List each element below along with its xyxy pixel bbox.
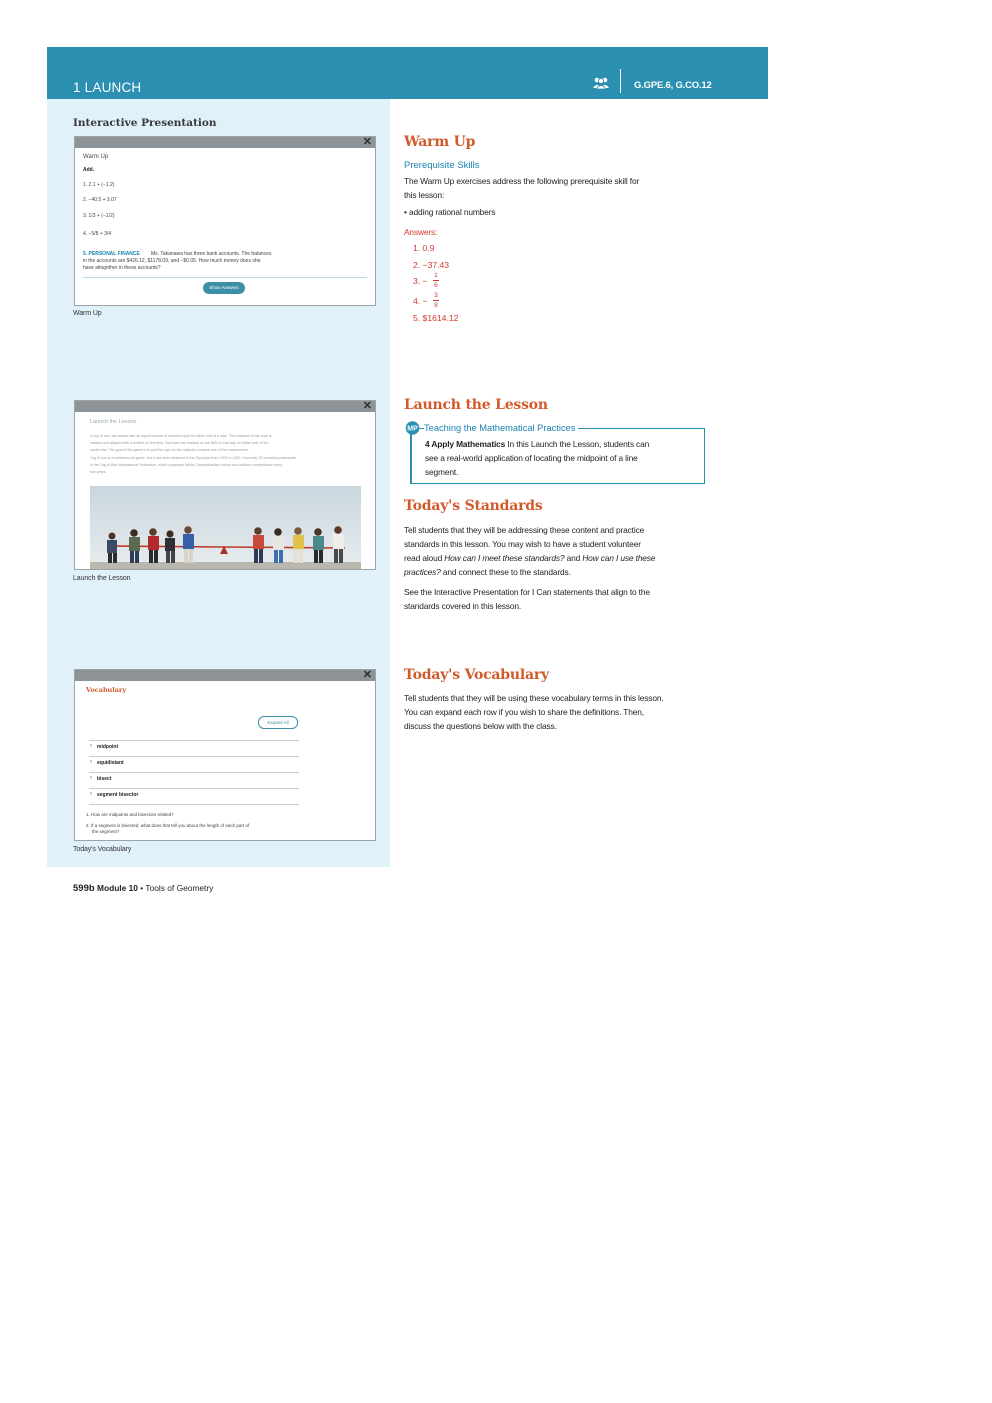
prerequisite-bullet: • adding rational numbers	[404, 207, 496, 217]
answer-item: 2. −37.43	[413, 260, 450, 270]
text-run: read aloud	[404, 553, 445, 563]
launch-shot-text: marked and aligned with a midline on the field. Two lines are marked on the field to that way on either side of the	[90, 441, 269, 445]
warmup-heading: Warm Up	[404, 134, 476, 150]
standards-code: G.GPE.6, G.CO.12	[634, 80, 712, 91]
italic-question: How can I use these	[582, 553, 656, 563]
vocabulary-body	[404, 691, 724, 733]
show-answers-button[interactable]: Show Answers	[203, 282, 245, 294]
divider	[83, 277, 367, 278]
mp-badge-text: MP	[407, 425, 418, 433]
chevron-right-icon[interactable]: ›	[90, 743, 92, 749]
screenshot-titlebar	[75, 137, 375, 148]
tug-of-war-photo	[90, 486, 361, 570]
text-line: In this Launch the Lesson, students can	[507, 439, 650, 449]
fraction-bar	[433, 280, 439, 281]
warmup-shot-item: 2. −40.5 + 3.07	[83, 197, 117, 203]
warmup-shot-item: 4. −5/8 + 3/4	[83, 231, 112, 237]
warmup-shot-item: 1. 2.1 + (−1.2)	[83, 182, 115, 188]
people-group-icon	[592, 76, 610, 90]
divider	[89, 804, 299, 805]
launch-shot-text: Tug of war is a centuries-old game, but it has been featured in the Olympics from 1900 to 1920. Currently, 53 countries participate	[90, 456, 296, 460]
vocab-term[interactable]: equidistant	[97, 760, 124, 766]
module-title: Tools of Geometry	[145, 883, 214, 893]
divider	[89, 756, 299, 757]
text-line: standards in this lesson. You may wish to have a student volunteer	[404, 539, 641, 549]
launch-caption: Launch the Lesson	[73, 575, 131, 582]
section-title: 1 LAUNCH	[73, 80, 142, 95]
italic-question: How can I meet these standards?	[444, 553, 565, 563]
vocab-question: the segment?	[92, 829, 120, 834]
text-line: See the Interactive Presentation for I Can statements that align to the	[404, 587, 650, 597]
mp-title: Teaching the Mathematical Practices	[424, 423, 578, 433]
warmup-screenshot	[74, 136, 376, 306]
text-line: discuss the questions below with the class.	[404, 721, 557, 731]
mp-body	[425, 437, 705, 479]
warmup-shot-item5-text: in the accounts are $426.12, $1178.09, and −$0.05. How much money does she	[83, 258, 261, 264]
chevron-right-icon[interactable]: ›	[90, 791, 92, 797]
page-number: 599b	[73, 883, 95, 894]
header-divider	[620, 69, 621, 93]
chevron-right-icon[interactable]: ›	[90, 759, 92, 765]
divider	[89, 788, 299, 789]
text-line: see a real-world application of locating the midpoint of a line	[425, 453, 638, 463]
warmup-body	[404, 174, 704, 202]
warmup-shot-item5-label: 5. PERSONAL FINANCE	[83, 251, 140, 257]
answer-item: 3. −	[413, 276, 428, 286]
warmup-shot-item5-text: have altogether in these accounts?	[83, 265, 161, 271]
warmup-shot-item: 3. 1/3 + (−1/2)	[83, 213, 115, 219]
text-line: The Warm Up exercises address the following prerequisite skill for	[404, 176, 640, 186]
vocabulary-screenshot	[74, 669, 376, 841]
answer-item: 4. −	[413, 296, 428, 306]
launch-shot-text: in the Tug of War International Federation, which organizes World Championships indoor and outdoor competitions every	[90, 463, 283, 467]
screenshot-titlebar	[75, 670, 375, 681]
mathematical-practices-icon	[404, 421, 421, 435]
page-footer	[73, 883, 213, 894]
vocab-question: 2. If a segment is bisected, what does that tell you about the length of each part of	[86, 823, 250, 828]
expand-all-button[interactable]: Expand All	[258, 716, 298, 729]
close-icon: ✕	[362, 136, 372, 148]
text-line: Tell students that they will be addressing these content and practice	[404, 525, 645, 535]
fraction-denominator: 6	[434, 282, 438, 289]
vocabulary-caption: Today's Vocabulary	[73, 846, 132, 853]
close-icon: ✕	[362, 400, 372, 412]
divider	[89, 740, 299, 741]
warmup-shot-item5-text: Ms. Takanawa has three bank accounts. The balances	[151, 251, 272, 257]
text-line: You can expand each row if you wish to share the definitions. Then,	[404, 707, 644, 717]
screenshot-titlebar	[75, 401, 375, 412]
fraction-denominator: 8	[434, 302, 438, 309]
text-line: standards covered in this lesson.	[404, 601, 522, 611]
answers-label: Answers:	[404, 227, 438, 237]
warmup-shot-instruction: Add.	[83, 167, 95, 173]
divider	[89, 772, 299, 773]
launch-shot-text: two years.	[90, 470, 107, 474]
vocabulary-heading: Today's Vocabulary	[404, 667, 549, 683]
fraction-bar	[433, 300, 439, 301]
text-run: and connect these to the standards.	[440, 567, 571, 577]
vocab-term[interactable]: segment bisector	[97, 792, 139, 798]
panel-heading: Interactive Presentation	[73, 117, 217, 129]
standards-body-2	[404, 585, 714, 613]
standards-heading: Today's Standards	[404, 498, 543, 514]
module-label: Module 10	[96, 883, 138, 893]
text-run: and	[564, 553, 583, 563]
answer-item: 5. $1614.12	[413, 313, 459, 323]
vocab-shot-title: Vocabulary	[86, 686, 127, 694]
text-line: segment.	[425, 467, 459, 477]
warmup-caption: Warm Up	[73, 310, 102, 317]
launch-lesson-heading: Launch the Lesson	[404, 397, 548, 413]
close-icon: ✕	[362, 669, 372, 681]
launch-shot-text: center line. The goal of the game is to pull the rope so the midpoint crosses one of the marked lines.	[90, 448, 249, 452]
fraction-numerator: 3	[434, 292, 438, 299]
text-line: this lesson:	[404, 190, 445, 200]
warmup-shot-title: Warm Up	[83, 154, 109, 160]
prerequisite-skills-subheading: Prerequisite Skills	[404, 160, 480, 171]
vocab-term[interactable]: midpoint	[97, 744, 119, 750]
footer-separator: •	[140, 883, 144, 893]
section-header-bar	[47, 47, 768, 99]
launch-shot-title: Launch the Lesson	[90, 419, 137, 425]
launch-shot-text: In tug of war, two teams with an equal number of members pull on either end of a rope. The midpoint of the rope is	[90, 434, 272, 438]
standards-body	[404, 523, 714, 579]
answer-item: 1. 0.9	[413, 243, 435, 253]
fraction-numerator: 1	[434, 272, 438, 279]
mp-practice-name: 4 Apply Mathematics	[425, 439, 506, 449]
launch-lesson-screenshot	[74, 400, 376, 570]
interactive-presentation-panel	[47, 99, 390, 867]
chevron-right-icon[interactable]: ›	[90, 775, 92, 781]
vocab-term[interactable]: bisect	[97, 776, 112, 782]
vocab-question: 1. How are midpoints and bisectors related?	[86, 812, 174, 817]
italic-question: practices?	[404, 567, 441, 577]
text-line: Tell students that they will be using these vocabulary terms in this lesson.	[404, 693, 664, 703]
